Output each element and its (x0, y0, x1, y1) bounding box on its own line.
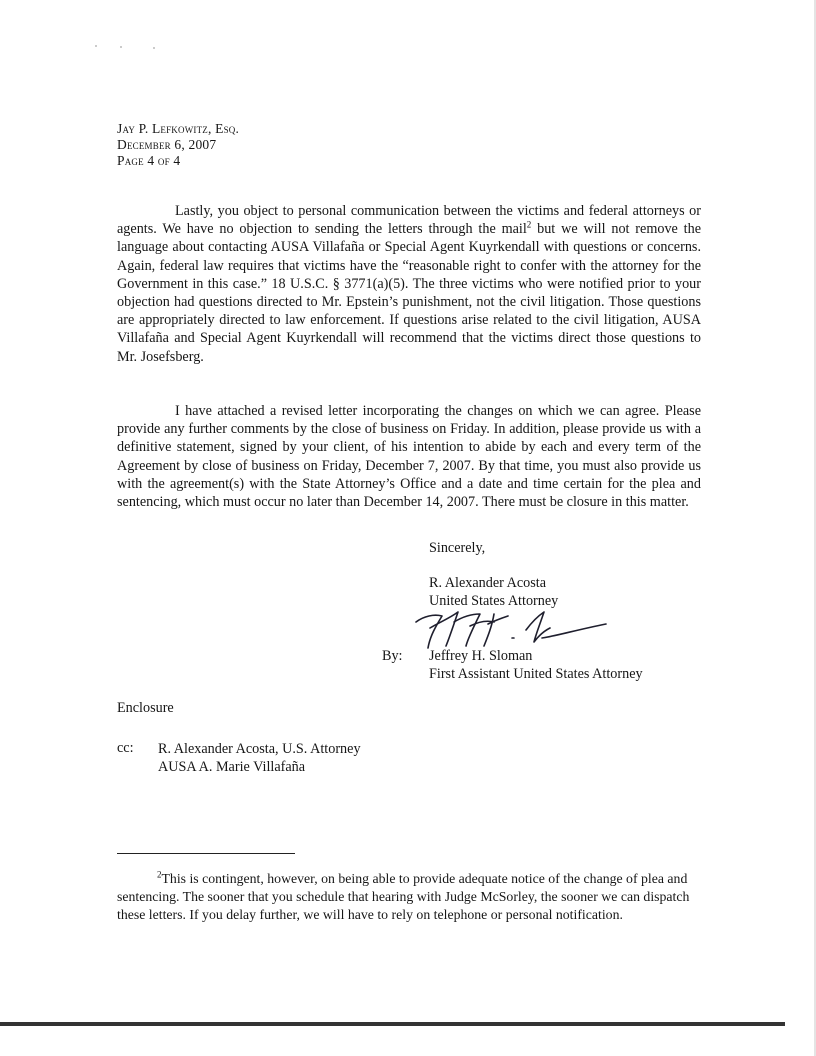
body-paragraph-2: I have attached a revised letter incorporating the changes on which we can agree. Please provide any further comments by the close of business on Friday. In addition, please provide us with a definitive statement, signed by your client, of his intention to abide by each and every term of the Agreement by close of business on Friday, December 7, 2007. By that time, you must also provide us with the agreement(s) with the State Attorney’s Office and a date and time certain for the plea and sentencing, which must occur no later than December 14, 2007. There must be closure in this matter. (117, 403, 701, 511)
header-page-number: Page 4 of 4 (117, 153, 181, 168)
scan-speck (153, 47, 155, 49)
enclosure-note: Enclosure (117, 700, 174, 716)
footnote-text: This is contingent, however, on being able to provide adequate notice of the change of plea and sentencing. The sooner that you schedule that hearing with Judge McSorley, the sooner we can dispatch these letters. If you delay further, we will have to rely on telephone or personal notification. (117, 871, 690, 922)
scan-bottom-border (0, 1022, 785, 1026)
handwritten-signature (410, 600, 620, 652)
body-paragraph-1 (117, 202, 701, 366)
footnote (117, 870, 701, 924)
signatory-title-1: United States Attorney (429, 593, 559, 609)
scan-speck (120, 46, 122, 48)
signatory-name-2: Jeffrey H. Sloman (429, 648, 533, 664)
scan-speck (95, 45, 97, 47)
header-addressee: Jay P. Lefkowitz, Esq. (117, 121, 240, 136)
header-date: December 6, 2007 (117, 137, 217, 152)
cc-label: cc: (117, 740, 134, 756)
para1-text-b: but we will not remove the language about contacting AUSA Villafaña or Special Agent Kuyrkendall with questions or concerns. Again, federal law requires that victims have the “reasonable right to confer with the attorney for the Government in this case.” 18 U.S.C. § 3771(a)(5). The three victims who were notified prior to your objection had questions directed to Mr. Epstein’s punishment, not the civil litigation. Those questions are appropriately directed to law enforcement. If questions arise related to the civil litigation, AUSA Villafaña and Special Agent Kuyrkendall will recommend that the victims direct those questions to Mr. Josefsberg. (117, 221, 702, 365)
cc-recipient: R. Alexander Acosta, U.S. Attorney (158, 741, 361, 757)
letter-header (117, 121, 239, 169)
cc-recipient: AUSA A. Marie Villafaña (158, 759, 306, 775)
by-label: By: (382, 648, 403, 664)
signatory-title-2: First Assistant United States Attorney (429, 666, 643, 682)
footnote-divider (117, 853, 295, 854)
footnote-marker: 2 (157, 869, 162, 880)
signatory-name-1: R. Alexander Acosta (429, 575, 547, 591)
footnote-reference: 2 (526, 219, 532, 230)
para1-text-a: Lastly, you object to personal communication between the victims and federal attorneys or agents. We have no objection to sending the letters through the mail (117, 203, 701, 238)
closing: Sincerely, (429, 540, 486, 556)
cc-list (158, 740, 361, 776)
signatory-block-2 (429, 647, 643, 683)
